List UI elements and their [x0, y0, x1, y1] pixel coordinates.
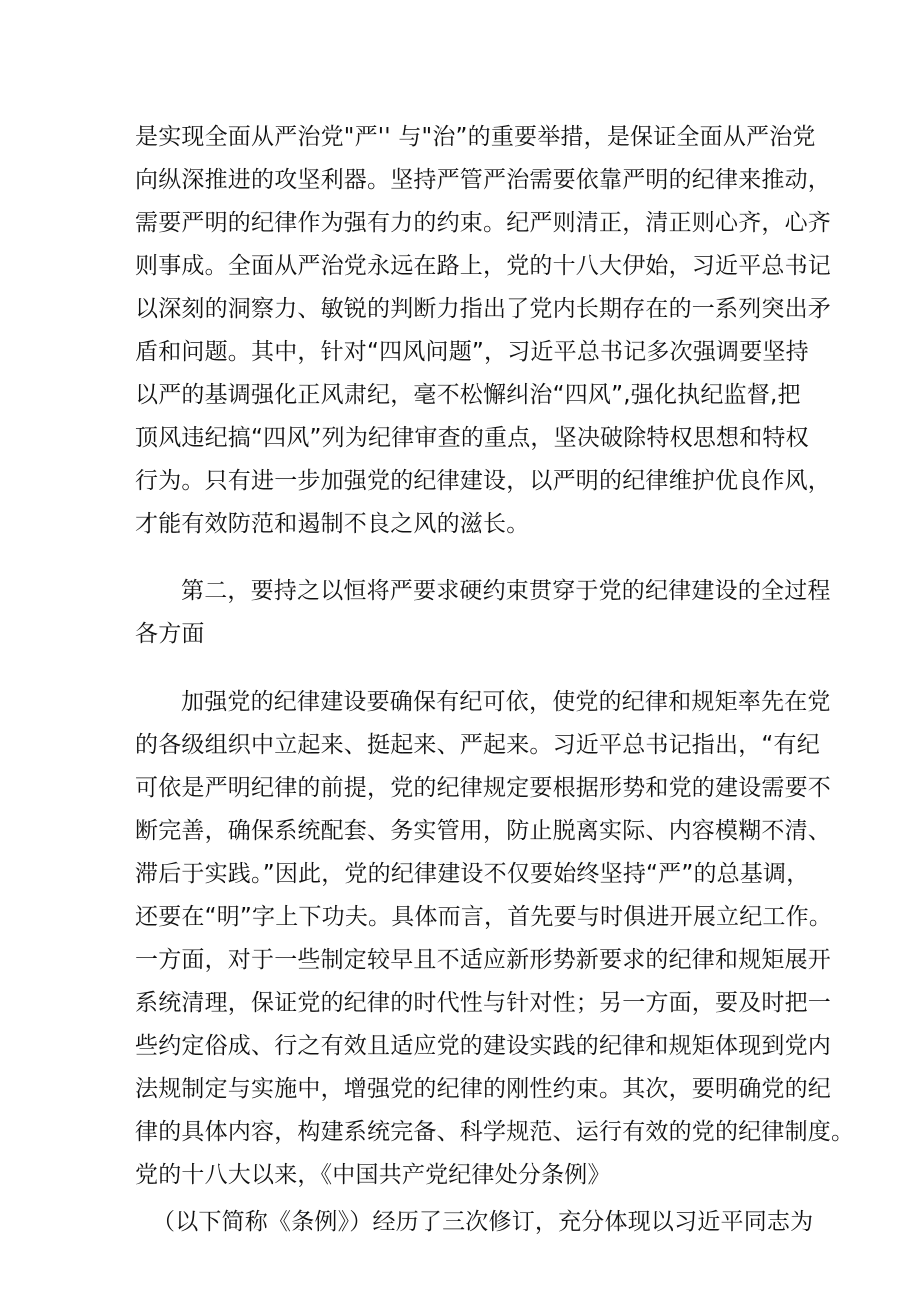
text-line: 法规制定与实施中，增强党的纪律的刚性约束。其次，要明确党的纪 [135, 1076, 831, 1102]
text-line: 才能有效防范和遏制不良之风的滋长。 [135, 511, 530, 537]
text-line: 还要在“明”字上下功夫。具体而言，首先要与时俱进开展立纪工作。 [135, 904, 833, 930]
text-line: 律的具体内容，构建系统完备、科学规范、运行有效的党的纪律制度。 [135, 1119, 855, 1145]
text-line: 系统清理，保证党的纪律的时代性与针对性；另一方面，要及时把一 [135, 990, 831, 1016]
text-line: 滞后于实践。”因此，党的纪律建设不仅要始终坚持“严”的总基调， [135, 861, 810, 887]
text-line: 加强党的纪律建设要确保有纪可依，使党的纪律和规矩率先在党 [181, 689, 831, 715]
text-line: 顶风违纪搞“四风”列为纪律审查的重点，坚决破除特权思想和特权 [135, 425, 809, 451]
text-line: 则事成。全面从严治党永远在路上，党的十八大伊始，习近平总书记 [135, 253, 831, 279]
text-line: 需要严明的纪律作为强有力的约束。纪严则清正，清正则心齐，心齐 [135, 210, 831, 236]
text-line: 向纵深推进的攻坚利器。坚持严管严治需要依靠严明的纪律来推动， [135, 167, 831, 193]
section-heading: 第二，要持之以恒将严要求硬约束贯穿于党的纪律建设的全过程 [181, 578, 831, 604]
text-line: 党的十八大以来，《中国共产党纪律处分条例》 [135, 1162, 611, 1188]
section-heading: 各方面 [135, 621, 205, 647]
text-line: 以严的基调强化正风肃纪，毫不松懈纠治“四风”,强化执纪监督,把 [135, 382, 801, 408]
text-line: 以深刻的洞察力、敏锐的判断力指出了党内长期存在的一系列突出矛 [135, 296, 831, 322]
text-line: 些约定俗成、行之有效且适应党的建设实践的纪律和规矩体现到党内 [135, 1033, 831, 1059]
text-line: 盾和问题。其中，针对“四风问题”，习近平总书记多次强调要坚持 [135, 339, 809, 365]
text-line: （以下简称《条例》）经历了三次修订，充分体现以习近平同志为 [152, 1209, 814, 1235]
text-line: 行为。只有进一步加强党的纪律建设，以严明的纪律维护优良作风， [135, 468, 831, 494]
text-line: 是实现全面从严治党"严'' 与"治”的重要举措，是保证全面从严治党 [135, 124, 816, 150]
text-line: 可依是严明纪律的前提，党的纪律规定要根据形势和党的建设需要不 [135, 775, 831, 801]
text-line: 的各级组织中立起来、挺起来、严起来。习近平总书记指出，“有纪 [135, 732, 820, 758]
text-line: 断完善，确保系统配套、务实管用，防止脱离实际、内容模糊不清、 [135, 818, 831, 844]
text-line: 一方面，对于一些制定较早且不适应新形势新要求的纪律和规矩展开 [135, 947, 831, 973]
